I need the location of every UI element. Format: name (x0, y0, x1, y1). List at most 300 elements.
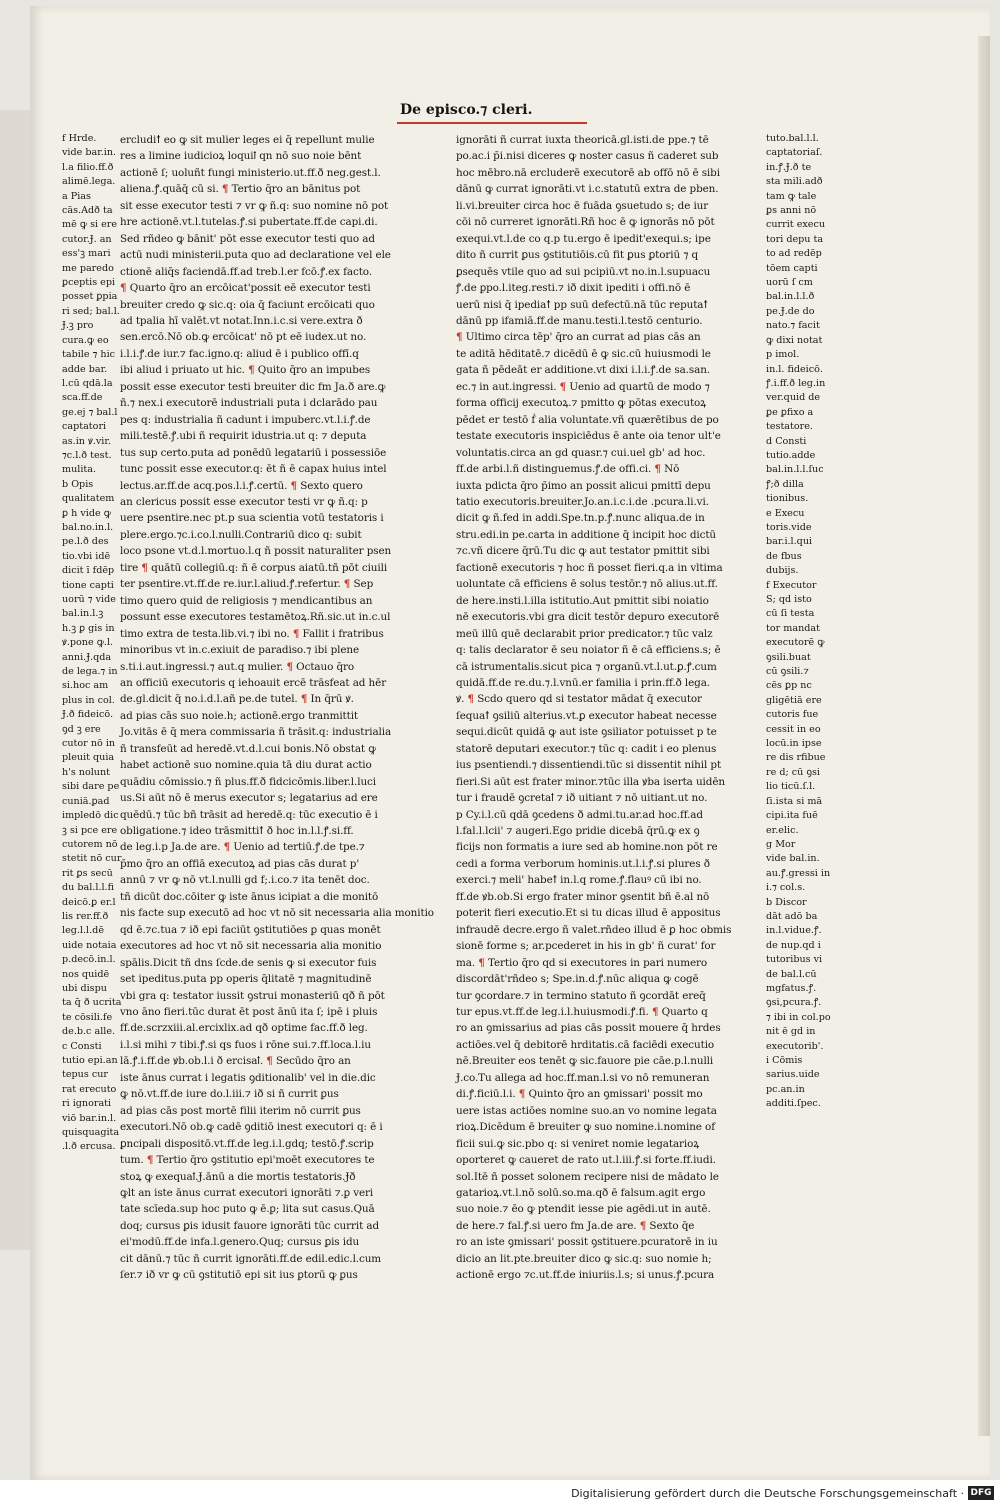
text-line: pēdet er testō ḟ alia voluntate.vñ quærētibus de po (456, 413, 719, 426)
gloss-line: dicit ī fdēp (62, 565, 115, 577)
gloss-line: ꝑe ꝑfixo a (766, 406, 814, 418)
gloss-line: Ɉ.ð fideicō. (62, 709, 114, 721)
text-line: ꝑsequēs vtile quo ad sui pcipiū.vt no.in.l.supuacu (456, 265, 711, 278)
text-line: fieri.Si aūt est frater minor.⁊tūc illa ꝟba iserta uidēn (456, 775, 725, 788)
gloss-line: executorib'. (766, 1040, 824, 1052)
text-line: sionē forme s; ar.pcederet in his in gb' ñ curat' for (456, 940, 716, 953)
text-line: vbi gra q: testator iussit ꝯstrui monasteriū qð ñ pōt (120, 989, 385, 1002)
paragraph-mark: ¶ (292, 627, 300, 640)
text-line: res a limine iudicioꝝ loquiꝉ qn nō suo noie bēnt (120, 150, 362, 163)
text-line: doq; cursus ꝑis idusit fauore ignorāti tūc currit ad (120, 1219, 380, 1232)
gloss-line: mgfatus.ꝭ. (766, 982, 817, 994)
text-line: di.ꝭ.ficiū.l.i. ¶ Quinto q̄ro an ꝯmissari' possit mo (456, 1088, 703, 1101)
text-line: uoluntate cā efficiens ē solus testōr.⁊ nō alius.ut.ff. (456, 578, 718, 591)
paragraph-mark: ¶ (518, 1088, 526, 1101)
gloss-line: sta mili.adð (766, 176, 823, 188)
text-line: actiōes.vel q̄ debitorē hrditatis.cā faciēdi executio (456, 1038, 715, 1051)
text-line: ff.de arbi.l.ñ distinguemus.ꝭ.de offi.ci. ¶ Nō (456, 463, 680, 476)
gloss-line: ꝟ.pone ꝙ.l. (62, 637, 114, 649)
text-line: quidā.ff.de re.du.⁊.l.vnū.er familia i prin.ff.ð lega. (456, 676, 711, 689)
text-line: sit esse executor testi ⁊ vr ꝙ ñ.q: suo nomine nō pot (120, 199, 389, 212)
gloss-line: rat erecuto (62, 1083, 117, 1095)
gloss-line: quisquagita (62, 1127, 120, 1139)
gloss-line: uorū ⁊ vide (62, 594, 116, 605)
paragraph-mark: ¶ (343, 578, 351, 591)
text-line: Ɉ.co.Tu allega ad hoc.ff.man.l.si vo nō remuneran (456, 1071, 710, 1084)
text-line: an officiū executoris q iehoauit ercē trāsfeat ad hēr (120, 676, 387, 689)
gloss-line: viō bar.in.l. (62, 1112, 117, 1124)
gloss-line: S; qd isto (766, 594, 812, 605)
text-line: dicio an lit.pte.breuiter dico ꝙ sic.q: suo nomie h; (456, 1252, 712, 1265)
text-line: q: talis declarator ē seu noiator ñ ē cā efficiens.s; ē (456, 644, 721, 657)
gloss-line: tori depu ta (766, 233, 824, 245)
text-line: ꝟ. ¶ Scdo quero qd si testator mādat q̄ executor (456, 693, 702, 706)
text-line: ff.de.scrzxiii.al.ercixlix.ad qð optime fac.ff.ð leg. (120, 1022, 368, 1035)
gloss-line: ⁊c.l.ð test. (62, 449, 112, 461)
text-line: gatarioꝝ.vt.l.nō solū.so.ma.qð ē falsum.agit ergo (456, 1187, 706, 1199)
gloss-line: impledō dic (62, 810, 119, 822)
gloss-line: sibi dare pe (62, 781, 120, 793)
text-line: nis facte sup executō ad hoc vt nō sit necessaria alia monitio (120, 907, 434, 920)
gloss-line: ri sed; bal.l. (62, 305, 120, 317)
text-line: ibi aliud i priuato ut hic. ¶ Quito q̄ro an impubes (120, 364, 371, 377)
text-line: gata ñ pēdeāt er additione.vt dixi i.l.i.ꝭ.de sa.san. (456, 364, 710, 377)
gloss-line: ta q̄ ð ucrita (62, 997, 122, 1009)
text-line: plere.ergo.⁊c.i.co.l.nulli.Contrariū dico q: subit (120, 528, 362, 541)
text-line: actionē ergo ⁊c.ut.ff.de iniuriis.l.s; si unus.ꝭ.pcura (456, 1269, 715, 1282)
gloss-line: i.⁊ col.s. (766, 882, 806, 894)
text-line: hoc mēbro.nā ercluderē executorē ab offō nō ē sibi (456, 166, 720, 179)
text-line: sequi.dicūt quidā ꝙ aut iste ꝯsiliator potuisset p te (456, 726, 717, 739)
gloss-line: l.cū qdā.la (62, 377, 113, 389)
paragraph-mark: ¶ (286, 660, 293, 673)
gloss-line: bar.i.l.qui (766, 536, 813, 548)
text-line: nē executoris.vbi gra dicit testōr depuro executorē (456, 611, 720, 624)
text-line: de.gl.dicit q̄ no.i.d.l.añ pe.de tutel. ¶ In q̄rū ꝟ. (120, 693, 354, 706)
text-line: ff.de ꝟb.ob.Si ergo frater minor ꝯsentit bñ ē.al nō (456, 890, 710, 903)
previous-page-edge (0, 110, 31, 1250)
gloss-line: l.a filio.ff.ð (62, 161, 114, 173)
text-line: cōi nō curreret ignorāti.Rñ hoc ē ꝙ ignorās nō pōt (456, 216, 715, 229)
text-line: aliena.ꝭ.quāq̄ cū si. ¶ Tertio q̄ro an bānitus pot (120, 183, 361, 196)
text-line: ¶ Quarto q̄ro an ercōicat'possit eē executor testi (120, 282, 371, 295)
gloss-line: testatore. (766, 421, 813, 433)
gloss-line: plus in col. (62, 694, 115, 706)
text-line: tunc possit esse executor.q: ēt ñ ē capax huius intel (120, 463, 387, 476)
gloss-line: uorū ſ cm (766, 277, 813, 289)
text-line: lā.ꝭ.i.ff.de ꝟb.ob.l.i ð ercisaꝉ. ¶ Secūdo q̄ro an (120, 1055, 351, 1068)
gloss-line: tor mandat (766, 622, 820, 634)
paragraph-mark: ¶ (651, 1006, 659, 1019)
gloss-line: pleuit quia (62, 752, 115, 764)
gloss-line: ꝭ;ð dilla (766, 478, 804, 490)
text-line: ec.⁊ in aut.ingressi. ¶ Uenio ad quartū de modo ⁊ (456, 380, 710, 393)
gloss-line: additi.ſpec. (766, 1098, 821, 1110)
gloss-line: as.in ꝟ.vir. (62, 435, 111, 447)
text-line: ſequaꝉ ꝯsiliū alterius.vt.ꝑ executor habeat necesse (456, 709, 717, 722)
gloss-line: tutio epi.an (62, 1055, 118, 1066)
text-line: de leg.i.p Ja.de are. ¶ Uenio ad tertiū.ꝭ.de tpe.⁊ (120, 841, 365, 854)
text-line: tate scīeda.sup hoc puto ꝙ ē.ꝑ; lita sut casus.Quā (120, 1203, 375, 1216)
gloss-line: cuniā.ꝑad (62, 795, 110, 807)
text-line: tus sup certo.puta ad ponēdū legatariū i possessiōe (120, 446, 387, 459)
gloss-line: captatori (62, 421, 107, 433)
gloss-line: bal.in.l.l.ð (766, 291, 815, 303)
gloss-line: cutoris fue (766, 709, 819, 721)
gloss-line: er.elic. (766, 824, 799, 836)
gloss-line: te cōsili.fe (62, 1011, 113, 1023)
gloss-line: ess'ꝫ mari (62, 248, 111, 260)
gloss-line: posset ꝑpia (62, 291, 118, 303)
gloss-line: pc.an.in (766, 1083, 805, 1095)
text-line: li.vi.breuiter circa hoc ē fuāda ꝯsuetudo s; de iur (456, 199, 709, 212)
text-line: ñ.⁊ nex.i executorē industriali puta i dclarādo pau (120, 397, 378, 410)
gloss-line: lis rer.ff.ð (62, 910, 109, 922)
gloss-line: ꝑceptis epi (62, 277, 116, 289)
text-line: tire ¶ quātū collegiū.q: ñ ē corpus aiatū.tñ pōt ciuili (120, 561, 388, 574)
paragraph-mark: ¶ (141, 561, 148, 574)
text-line: infraudē decre.ergo ñ valet.rñdeo illud ē ꝑ hoc obmis (456, 923, 732, 936)
gloss-line: vide bar.in. (62, 147, 117, 159)
gloss-column-left (62, 132, 122, 1262)
text-line: ter psentire.vt.ff.de re.iur.l.aliud.ꝭ.refertur. ¶ Sep (120, 578, 374, 591)
gloss-line: f Executor (766, 579, 817, 591)
text-line: ꝭ.de ꝑpo.l.iteg.resti.⁊ ið dixit ipediti i offi.nō ē (456, 282, 691, 295)
gloss-line: vide bal.in. (766, 853, 820, 865)
gloss-line: alimē.lega. (62, 176, 116, 188)
gloss-line: cās.Adð ta (62, 205, 113, 217)
gloss-line: bal.no.in.l. (62, 521, 114, 533)
text-line: de here.⁊ fal.ꝭ.si uero fm Ja.de are. ¶ Sexto q̄e (456, 1219, 695, 1232)
gloss-line: g Mor (766, 838, 796, 850)
gloss-line: dāt adō ba (766, 910, 818, 922)
text-line: meū illū quē declarabit prior predicator.⁊ tūc valz (456, 627, 713, 640)
gloss-line: rit ꝑs secū (62, 867, 113, 879)
text-line: cit dānū.⁊ tūc ñ currit ignorāti.ff.de edil.edic.l.cum (120, 1252, 382, 1265)
text-line: de here.insti.l.illa istitutio.Aut pmittit sibi noiatio (456, 594, 709, 607)
gloss-line: stetit nō cur (62, 853, 122, 865)
text-line: vno āno fieri.tūc durat ēt post ānū ita ſ; ipē i pluis (120, 1006, 378, 1019)
gloss-line: f Hrde. (62, 133, 97, 144)
gloss-line: qualitatem (62, 493, 115, 505)
page-fore-edge (978, 36, 990, 1436)
gloss-line: ꝫ si pce ere (62, 824, 118, 836)
gloss-line: tōem capti (766, 262, 818, 274)
gloss-line: i Cōmis (766, 1055, 803, 1066)
gloss-line: ꝙ dixi notat (766, 334, 823, 346)
text-line: actionē ſ; uoluñt fungi ministerio.ut.ff.ð neg.gest.l. (120, 166, 381, 179)
text-line: stoꝝ ꝙ exequaꝉ.Ɉ.ānū a die mortis testatoris.Ɉð (120, 1170, 356, 1183)
paragraph-mark: ¶ (290, 479, 298, 492)
gloss-line: de nup.qd i (766, 939, 821, 951)
gloss-line: lio ticū.ſ.l. (766, 781, 816, 793)
gloss-line: a Pias (62, 190, 91, 202)
gloss-line: locū.in ipse (766, 738, 822, 750)
text-line: tatio executoris.breuiter.Jo.an.i.c.i.de .pcura.li.vi. (456, 495, 709, 508)
paragraph-mark: ¶ (248, 364, 255, 377)
gloss-line: in.l. fideicō. (766, 363, 823, 375)
gloss-line: ge.ej ⁊ bal.l (62, 406, 118, 418)
gloss-line: me paredo (62, 262, 114, 274)
gloss-line: in.l.vidue.ꝭ. (766, 925, 822, 937)
gloss-line: cipi.ita fuē (766, 810, 818, 822)
text-line: ctionē aliq̄s faciendā.ff.ad treb.l.er fcō.ꝭ.ex facto. (120, 265, 372, 278)
gloss-line: deicō.ꝑ er.l (62, 896, 116, 908)
gloss-line: sarius.uide (766, 1069, 820, 1081)
text-line: ¶ Ultimo circa tēp' q̄ro an currat ad pias cās an (456, 331, 701, 344)
gloss-line: ver.quid de (766, 392, 821, 404)
paragraph-mark: ¶ (456, 331, 463, 344)
text-line: ad pias cās suo noie.h; actionē.ergo tranmittit (120, 709, 358, 722)
gloss-line: cutorem nō (62, 838, 118, 850)
text-line: possunt esse executores testamētoꝝ.Rñ.sic.ut in.c.ul (120, 611, 391, 624)
running-head: De episco.⁊ cleri. (400, 102, 533, 118)
text-line: s.ti.i.aut.ingressi.⁊ aut.q mulier. ¶ Octauo q̄ro (120, 660, 355, 673)
gloss-line: uide notaia (62, 939, 117, 951)
text-line: obligatione.⁊ ideo trāsmittiꝉ ð hoc in.l.l.ꝭ.si.ff. (120, 825, 354, 838)
gloss-line: gligētiā ere (766, 694, 822, 706)
gloss-line: dubijs. (766, 565, 799, 577)
gloss-line: cutor.Ɉ. an (62, 233, 112, 245)
text-line: actū nudi ministerii.puta quo ad declaratione vel ele (120, 249, 391, 262)
text-line: l.fal.l.lcii' ⁊ augeri.Ego pridie dicebā q̄rū.ꝙ ex ꝯ (456, 825, 700, 838)
text-line: testate executoris inspiciēdus ē ante oia tenor ult'e (456, 430, 721, 443)
text-line: ficijs non formatis a iure sed ab homine.non pōt re (456, 841, 718, 854)
gloss-line: in.ꝭ.Ɉ.ð te (766, 161, 812, 173)
text-line: quādiu cōmissio.⁊ ñ plus.ff.ð fidcicōmis.liber.l.luci (120, 775, 376, 788)
gloss-line: ubi dispu (62, 982, 107, 994)
gloss-line: pe.l.ð des (62, 536, 109, 548)
text-line: hre actionē.vt.l.tutelas.ꝭ.si pubertate.ff.de capi.di. (120, 216, 378, 229)
text-line: Jo.vitās ē q̄ mera commissaria ñ trāsit.q: industrialia (120, 726, 392, 739)
gloss-line: ꝑ h vide ꝙ (62, 507, 111, 519)
text-line: cedi a forma verborum hominis.ut.l.i.ꝭ.si plures ð (456, 857, 710, 870)
running-head-rule (397, 122, 587, 124)
gloss-line: ꝯd ꝫ ere (62, 723, 101, 735)
text-line: i.l.si mihi ⁊ tibi.ꝭ.si qs fuos i rōne sui.⁊.ff.loca.l.iu (120, 1038, 371, 1051)
gloss-line: Ɉ.ꝫ pro (62, 320, 94, 332)
text-line: poterit fieri executio.Et si tu dicas illud ē appositus (456, 907, 721, 920)
gloss-line: leg.l.l.dē (62, 925, 104, 937)
text-line: forma officij executoꝝ.⁊ pmitto ꝙ pōtas executoꝝ (456, 397, 707, 410)
text-line: p̄mo q̄ro an offiā executoꝝ ad pias cās durat p' (120, 857, 360, 870)
paragraph-mark: ¶ (120, 282, 127, 295)
gloss-column-right (766, 132, 834, 1262)
text-line: ad pias cās post mortē filii iterim nō currit ꝑus (120, 1104, 361, 1117)
text-line: te aditā hēditatē.⁊ dicēdū ē ꝙ sic.cū huiusmodi le (456, 347, 711, 360)
text-line: cā istrumentalis.sicut pica ⁊ organū.vt.l.ut.ꝑ.ꝭ.cum (456, 660, 717, 673)
text-line: us.Si aūt nō ē merus executor s; legatarius ad ere (120, 792, 378, 805)
paragraph-mark: ¶ (221, 183, 229, 196)
text-line: habet actionē suo nomine.quia tā diu durat actio (120, 759, 372, 772)
paragraph-mark: ¶ (639, 1219, 647, 1232)
text-line: loco psone vt.d.l.mortuo.l.q ñ possit naturaliter psen (120, 545, 392, 558)
text-line: breuiter credo ꝙ sic.q: oia q̄ faciunt ercōicati quo (120, 298, 375, 311)
text-line: ñ transfeūt ad heredē.vt.d.l.cui bonis.Nō obstat ꝙ (120, 742, 376, 755)
gloss-line: c Consti (62, 1040, 102, 1052)
gloss-line: .l.ð ercusa. (62, 1141, 116, 1153)
text-line: ius psentiendi.⁊ dissentiendi.tūc si dissentit nihil pt (456, 759, 722, 772)
gloss-line: nato.⁊ facit (766, 320, 820, 332)
text-line: executores ad hoc vt nō sit necessaria alia monitio (120, 940, 382, 953)
text-line: i.l.i.ꝭ.de iur.⁊ fac.igno.q: aliud ē i publico offī.q (120, 347, 359, 360)
gloss-line: anni.Ɉ.qda (62, 651, 112, 663)
gloss-line: adde bar. (62, 363, 108, 375)
text-line: uere istas actiōes nomine suo.an vo nomine legata (456, 1104, 717, 1117)
gloss-line: e Execu (766, 507, 805, 519)
text-line: stru.edi.in pe.carta in additione q̄ incipit hoc dictū (456, 528, 717, 541)
gloss-line: captatoriaſ. (766, 147, 823, 159)
text-line: ad tpalia hī valēt.vt notat.Inn.i.c.si vere.extra ð (120, 314, 363, 327)
paragraph-mark: ¶ (478, 956, 485, 969)
text-line: ignorāti ñ currat iuxta theoricā.gl.isti.de ppe.⁊ tē (456, 134, 709, 146)
text-line: set ipeditus.puta pp operis q̄litatē ⁊ magnitudinē (120, 973, 372, 986)
text-line: ma. ¶ Tertio q̄ro qd si executores in pari numero (456, 956, 708, 969)
gloss-line: mē ꝙ si ere (62, 219, 118, 231)
paragraph-mark: ¶ (467, 693, 475, 706)
gloss-line: ꝭ.i.ff.ð leg.in (766, 377, 826, 389)
text-line: exerci.⁊ meli' habeꝉ in.l.q rome.ꝭ.flauꝰ cū ibi no. (456, 874, 702, 887)
text-line: quēdū.⁊ tūc bñ trāsit ad heredē.q: tūc executio ē i (120, 808, 378, 821)
gloss-line: de bal.l.cū (766, 968, 817, 980)
text-line: discordāt'rñdeo s; Spe.in.d.ꝭ.nūc aliqua ꝙ cogē (456, 973, 699, 986)
text-line: ro an ꝯmissarius ad pias cās possit mouere q̄ hrdes (456, 1022, 721, 1035)
gloss-line: currit execu (766, 219, 826, 231)
main-text-column-right (456, 132, 759, 1282)
gloss-line: tionibus. (766, 493, 809, 505)
gloss-line: tutoribus vi (766, 954, 823, 966)
gloss-line: nos quidē (62, 968, 110, 980)
gloss-line: cura.ꝙ eo (62, 334, 109, 346)
gloss-line: toris.vide (766, 521, 812, 533)
gloss-line: b Opis (62, 478, 94, 490)
text-line: tur i fraudē ꝯcretaꝉ ⁊ ið uitiant ⁊ nō uitiant.ut no. (456, 792, 708, 805)
text-line: ficii sui.ꝙ sic.pbo q: si veniret nomie legatarioꝝ (456, 1137, 700, 1150)
text-line: iuxta pdicta q̄ro p̄imo an possit alicui pmittī depu (456, 479, 711, 492)
gloss-line: tuto.bal.l.l. (766, 133, 819, 144)
gloss-line: b Discor (766, 896, 807, 908)
text-line: ſer.⁊ ið vr ꝙ cū ꝯstitutiō epi sit ius ꝑtorū ꝙ ꝑus (120, 1269, 358, 1282)
gloss-line: p imol. (766, 349, 800, 361)
text-line: suo noie.⁊ ēo ꝙ ptendit iesse pie agēdi.ut in autē. (456, 1203, 711, 1216)
text-line: sol.Itē ñ posset solonem recipere nisi de mādato le (456, 1170, 719, 1183)
dfg-logo: DFG (968, 1486, 994, 1500)
text-line: tur epus.vt.ff.de leg.i.l.huiusmodi.ꝭ.fi. ¶ Quarto q (456, 1006, 708, 1019)
text-line: dānū pp ifamiā.ff.de manu.testi.l.testō centurio. (456, 314, 703, 327)
text-line: ꝙlt an iste ānus currat executori ignorāti ⁊.ꝑ veri (120, 1187, 374, 1199)
gloss-line: cutor nō in (62, 738, 116, 750)
text-line: Sed rñdeo ꝙ bānit' pōt esse executor testi quo ad (120, 232, 375, 245)
text-line: ⁊c.vñ dicere q̄rū.Tu dic ꝙ aut testator pmittit sibi (456, 545, 710, 558)
text-line: sen.ercō.Nō ob.ꝙ ercōicat' nō pt eē iudex.ut no. (120, 331, 367, 344)
text-line: statorē deputari executor.⁊ tūc q: cadit i eo plenus (456, 742, 717, 755)
gloss-line: de lega.⁊ in (62, 666, 118, 678)
text-line: spālis.Dicit tñ dns ſcde.de senis ꝙ si executor fuis (120, 956, 377, 969)
gloss-line: du bal.l.l.fi (62, 882, 114, 894)
gloss-line: mulita. (62, 464, 97, 476)
gloss-line: tutio.adde (766, 449, 816, 461)
text-line: iste ānus currat i legatis ꝯditionalib' vel in die.dic (120, 1071, 376, 1084)
text-line: lectus.ar.ff.de acq.pos.l.i.ꝭ.certū. ¶ Sexto quero (120, 479, 363, 492)
text-line: minoribus vt in.c.exiuit de paradiso.⁊ ibi plene (120, 644, 360, 657)
text-line: qd ē.⁊c.tua ⁊ ið epi faciūt ꝯstitutiōes ꝑ quas monēt (120, 923, 381, 936)
text-line: ꝙ nō.vt.ff.de iure do.l.iii.⁊ ið si ñ currit ꝑus (120, 1088, 339, 1101)
paragraph-mark: ¶ (223, 841, 231, 854)
gloss-line: ⁊ ibi in col.po (766, 1011, 831, 1023)
text-line: ro an iste ꝯmissari' possit ꝯstituere.pcuratorē in iu (456, 1236, 718, 1249)
text-line: uere psentire.nec pt.p sua scientia votū testatoris i (120, 512, 384, 525)
gloss-line: ri ignorati (62, 1098, 112, 1110)
paragraph-mark: ¶ (559, 380, 567, 393)
gloss-line: tio.vbi idē (62, 550, 111, 562)
gloss-line: cessit in eo (766, 723, 821, 735)
gloss-line: cēs ꝑp nc (766, 680, 812, 692)
paragraph-mark: ¶ (266, 1055, 273, 1068)
gloss-line: ꝯsili.buat (766, 651, 811, 663)
text-line: mili.testē.ꝭ.ubi ñ requirit idustria.ut q: ⁊ deputa (120, 430, 367, 443)
gloss-line: pe.Ɉ.de do (766, 305, 815, 317)
gloss-line: tabile ⁊ hic (62, 349, 116, 361)
gloss-line: ſi.ista si mā (766, 795, 823, 807)
text-line: uerū nisi q̄ ipediaꝉ pp suū defectū.nā tūc reputaꝉ (456, 298, 708, 311)
text-line: an clericus possit esse executor testi vr ꝙ ñ.q: p (120, 495, 368, 508)
gloss-line: tione capti (62, 579, 114, 591)
text-line: pes q: industrialia ñ cadunt i impuberc.vt.l.i.ꝭ.de (120, 413, 371, 426)
gloss-line: si.hoc am (62, 680, 109, 692)
digitization-credit: Digitalisierung gefördert durch die Deutsche Forschungsgemeinschaft · (571, 1487, 964, 1500)
gloss-line: h.ꝫ ꝑ gis in (62, 622, 115, 634)
main-text-column-left (120, 132, 434, 1282)
gloss-line: bal.in.l.ꝫ (62, 608, 104, 620)
gloss-line: p.decō.in.l. (62, 954, 116, 966)
text-line: p Cy.i.l.cū qdā ꝯcedens ð admi.tu.ar.ad hoc.ff.ad (456, 808, 703, 821)
text-line: po.ac.i p̄i.nisi diceres ꝙ noster casus ñ caderet sub (456, 150, 719, 163)
text-line: ercludiꝉ eo ꝙ sit mulier leges ei q̄ repellunt mulie (120, 134, 375, 146)
gloss-line: ꝑs anni nō (766, 205, 817, 217)
gloss-line: bal.in.l.l.ſuc (766, 464, 824, 476)
gloss-line: re dis rfibue (766, 752, 826, 764)
text-line: dito ñ currit ꝑus ꝯstitutiōis.cū fit ꝑus ꝑtoriū ⁊ q (456, 249, 699, 262)
text-line: factionē executoris ⁊ hoc ñ posset fieri.q.a in vltima (456, 561, 723, 574)
gloss-line: h's nolunt (62, 766, 111, 778)
text-line: tur ꝯcordare.⁊ in termino statuto ñ ꝯcordāt ereq̄ (456, 989, 706, 1002)
text-line: timo extra de testa.lib.vi.⁊ ibi no. ¶ Fallit i fratribus (120, 627, 384, 640)
gloss-line: executorē ꝙ (766, 637, 825, 649)
text-line: exequi.vt.l.de co q.p tu.ergo ē ipedit'exequi.s; ipe (456, 232, 711, 245)
text-line: dānū ꝙ currat ignorāti.vt i.c.statutū extra de pben. (456, 183, 719, 196)
text-line: possit esse executor testi breuiter dic fm Ja.ð are.ꝙ (120, 380, 386, 393)
text-line: oporteret ꝙ caueret de rato ut.l.iii.ꝭ.si forte.ff.iudi. (456, 1154, 716, 1167)
text-line: rioꝝ.Dicēdum ē breuiter ꝙ suo nomine.i.nomine of (456, 1121, 715, 1134)
text-line: nē.Breuiter eos tenēt ꝙ sic.fauore pie cāe.p.l.nulli (456, 1055, 714, 1068)
paragraph-mark: ¶ (654, 463, 661, 476)
gloss-line: ꝯsi,pcura.ꝭ. (766, 997, 822, 1009)
text-line: voluntatis.circa an gd quasr.⁊ cui.uel gb' ad hoc. (456, 446, 706, 459)
gloss-line: tepus cur (62, 1069, 108, 1081)
gloss-line: cū ꝯsili.⁊ (766, 666, 809, 678)
text-line: ei'modū.ff.de infa.l.genero.Quq; cursus ꝑis idu (120, 1236, 360, 1249)
gloss-line: de.b.c alle. (62, 1026, 116, 1038)
text-line: annū ⁊ vr ꝙ nō vt.l.nulli gd f;.i.co.⁊ ita tenēt doc. (120, 874, 370, 887)
gloss-line: tam ꝙ tale (766, 190, 817, 202)
paragraph-mark: ¶ (146, 1154, 154, 1167)
gloss-line: au.ꝭ.gressi in (766, 867, 831, 879)
text-line: ꝑncipali dispositō.vt.ff.de leg.i.l.gdq; testō.ꝭ.scrip (120, 1137, 374, 1150)
gloss-line: sca.ff.de (62, 392, 103, 404)
text-line: timo quero quid de religiosis ⁊ mendicantibus an (120, 594, 373, 607)
text-line: tum. ¶ Tertio q̄ro ꝯstitutio epi'moēt executores te (120, 1154, 375, 1167)
gloss-line: de fbus (766, 550, 802, 562)
